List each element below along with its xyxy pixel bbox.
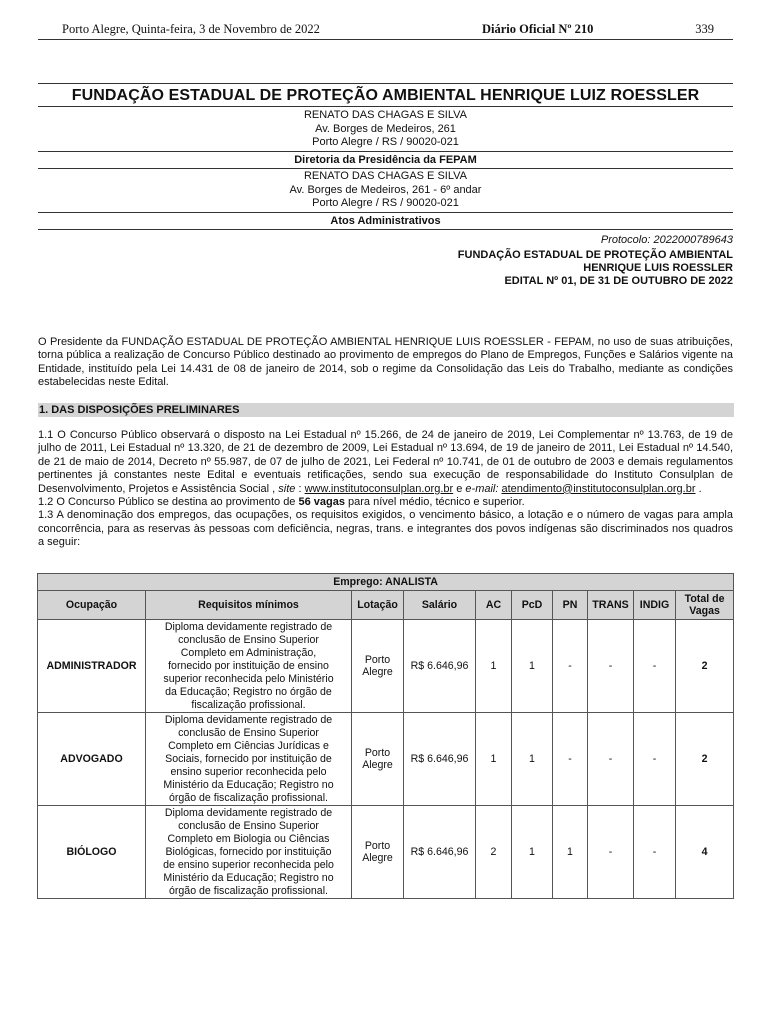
cell-salario: R$ 6.646,96 <box>404 713 476 806</box>
cell-pcd: 1 <box>512 713 553 806</box>
cell-ac: 2 <box>476 806 512 899</box>
org-name: RENATO DAS CHAGAS E SILVA <box>303 109 467 121</box>
lotacao-line: Porto <box>364 840 391 852</box>
col-total <box>676 591 734 620</box>
org-city: Porto Alegre / RS / 90020-021 <box>312 136 459 148</box>
req-line: Completo em Administração, <box>180 646 317 659</box>
req-line: ensino superior reconhecida pelo <box>170 765 327 778</box>
cell-total: 4 <box>676 806 734 899</box>
req-line: da Educação; Registro no órgão de <box>165 685 332 698</box>
cell-pn: - <box>553 713 588 806</box>
req-line: Diploma devidamente registrado de <box>164 620 333 633</box>
email-link[interactable]: atendimento@institutoconsulplan.org.br <box>501 482 696 495</box>
section-admin-title: Atos Administrativos <box>330 215 441 227</box>
cell-requisitos <box>146 806 352 899</box>
cell-indig: - <box>634 620 676 713</box>
cell-pcd: 1 <box>512 806 553 899</box>
req-line: Completo em Ciências Jurídicas e <box>168 739 329 752</box>
section-1-title: 1. DAS DISPOSIÇÕES PRELIMINARES <box>38 403 734 417</box>
req-line: fornecido por instituição de ensino <box>168 659 329 672</box>
col-ac: AC <box>476 591 512 620</box>
cell-total: 2 <box>676 713 734 806</box>
req-line: fiscalização profissional. <box>191 698 306 711</box>
req-line: de ensino superior reconhecida pelo <box>163 858 334 871</box>
admin-bottom-rule <box>38 229 733 230</box>
item-1-2 <box>38 496 733 509</box>
lotacao-line: Alegre <box>362 852 393 864</box>
req-line: órgão de fiscalização profissional. <box>169 884 328 897</box>
cell-indig: - <box>634 806 676 899</box>
protocol-number: Protocolo: 2022000789643 <box>600 234 733 246</box>
cell-trans: - <box>588 620 634 713</box>
edital-heading <box>458 249 733 288</box>
col-indig: INDIG <box>634 591 676 620</box>
cell-lotacao <box>352 713 404 806</box>
table-row <box>38 806 734 899</box>
cell-salario: R$ 6.646,96 <box>404 620 476 713</box>
directorate-title: Diretoria da Presidência da FEPAM <box>294 154 477 166</box>
col-pcd: PcD <box>512 591 553 620</box>
req-line: Ministério da Educação; Registro no <box>163 871 334 884</box>
cell-requisitos <box>146 620 352 713</box>
directorate-street: Av. Borges de Medeiros, 261 - 6º andar <box>289 183 482 196</box>
item-1-1-end: . <box>695 482 702 495</box>
header-journal: Diário Oficial Nº 210 <box>482 22 594 36</box>
cell-requisitos <box>146 713 352 806</box>
directorate-address-block <box>38 170 733 211</box>
table-row <box>38 620 734 713</box>
item-1-1-text: 1.1 O Concurso Público observará o disposto na Lei Estadual nº 15.266, de 24 de janeiro de 2019, Lei Complementar nº 13.763, de 19 de julho de 2011, Lei Estadual nº 13.320, de 21 de dezembro de 2009, Lei Estadual nº 13.694, de 19 de janeiro de 2011, Lei Estadual nº 14.540, de 21 de maio de 2014, Decreto nº 55.987, de 07 de julho de 2021, Lei Federal nº 10.741, de 01 de outubro de 2003 e demais regulamentos pertinentes já constantes neste Edital e eventuais retificações, sendo sua execução de responsabilidade do Instituto Consulplan de Desenvolvimento, Projetos e Assistência Social , <box>38 429 733 495</box>
directorate-name: RENATO DAS CHAGAS E SILVA <box>303 170 467 182</box>
email-label: e-mail: <box>465 482 499 495</box>
directorate-city: Porto Alegre / RS / 90020-021 <box>312 197 459 209</box>
section-1-body <box>38 429 733 550</box>
directorate-bottom-rule <box>38 168 733 169</box>
req-line: conclusão de Ensino Superior <box>178 819 319 832</box>
cell-ac: 1 <box>476 620 512 713</box>
intro-text: O Presidente da FUNDAÇÃO ESTADUAL DE PROTEÇÃO AMBIENTAL HENRIQUE LUIS ROESSLER - FEPAM, no uso de suas atribuições, torna pública a realização de Concurso Público destinado ao provimento de empregos do Plano de Empregos, Funções e Salários vigente na Entidade, instituído pela Lei 14.431 de 08 de janeiro de 2014, sob o regime da Consolidação das Leis do Trabalho, mediante as condições estabelecidas neste Edital. <box>38 336 733 389</box>
item-1-1-and: e <box>453 482 463 495</box>
admin-top-rule <box>38 212 733 213</box>
cell-pcd: 1 <box>512 620 553 713</box>
cell-pn: - <box>553 620 588 713</box>
lotacao-line: Porto <box>364 747 391 759</box>
item-1-2-vacancies: 56 vagas <box>298 496 345 509</box>
item-1-3: 1.3 A denominação dos empregos, das ocupações, os requisitos exigidos, o vencimento básico, a lotação e o número de vagas para ampla concorrência, para as reservas às pessoas com deficiência, negras, trans. e integrantes dos povos indígenas são discriminados nos quadros a seguir: <box>38 509 733 549</box>
vacancy-table <box>37 573 734 899</box>
cell-total: 2 <box>676 620 734 713</box>
col-salario: Salário <box>404 591 476 620</box>
req-line: órgão de fiscalização profissional. <box>169 791 328 804</box>
cell-indig: - <box>634 713 676 806</box>
col-total-line1: Total de <box>684 593 725 605</box>
page-header <box>62 22 714 38</box>
cell-pn: 1 <box>553 806 588 899</box>
cell-lotacao <box>352 806 404 899</box>
lotacao-line: Alegre <box>362 759 393 771</box>
req-line: Ministério da Educação; Registro no <box>163 778 334 791</box>
req-line: Diploma devidamente registrado de <box>164 713 333 726</box>
title-top-rule <box>38 83 733 84</box>
lotacao-line: Porto <box>364 654 391 666</box>
col-lotacao: Lotação <box>352 591 404 620</box>
item-1-1 <box>38 429 733 496</box>
cell-trans: - <box>588 713 634 806</box>
req-line: superior reconhecida pelo Ministério <box>163 672 334 685</box>
col-pn: PN <box>553 591 588 620</box>
col-ocupacao: Ocupação <box>38 591 146 620</box>
col-trans: TRANS <box>588 591 634 620</box>
cell-salario: R$ 6.646,96 <box>404 806 476 899</box>
table-caption: Emprego: ANALISTA <box>38 574 734 591</box>
intro-paragraph <box>38 336 733 390</box>
edital-org-line2: HENRIQUE LUIS ROESSLER <box>583 262 733 274</box>
col-total-line2: Vagas <box>689 605 720 617</box>
header-divider <box>38 39 733 40</box>
req-line: conclusão de Ensino Superior <box>178 726 319 739</box>
site-separator: : <box>295 482 305 495</box>
header-place-date: Porto Alegre, Quinta-feira, 3 de Novembro de 2022 <box>62 22 320 36</box>
cell-ocupacao: ADMINISTRADOR <box>38 620 146 713</box>
title-bottom-rule <box>38 106 733 107</box>
cell-ac: 1 <box>476 713 512 806</box>
cell-lotacao <box>352 620 404 713</box>
req-line: Sociais, fornecido por instituição de <box>165 752 332 765</box>
org-street: Av. Borges de Medeiros, 261 <box>315 122 456 135</box>
req-line: Biológicas, fornecido por instituição <box>165 845 332 858</box>
req-line: Completo em Biologia ou Ciências <box>167 832 330 845</box>
col-requisitos: Requisitos mínimos <box>146 591 352 620</box>
site-label: site <box>278 482 296 495</box>
cell-ocupacao: ADVOGADO <box>38 713 146 806</box>
edital-number: EDITAL Nº 01, DE 31 DE OUTUBRO DE 2022 <box>504 275 733 287</box>
req-line: conclusão de Ensino Superior <box>178 633 319 646</box>
org-title: FUNDAÇÃO ESTADUAL DE PROTEÇÃO AMBIENTAL HENRIQUE LUIZ ROESSLER <box>71 87 700 104</box>
edital-org-line1: FUNDAÇÃO ESTADUAL DE PROTEÇÃO AMBIENTAL <box>457 249 733 261</box>
lotacao-line: Alegre <box>362 666 393 678</box>
header-page-number: 339 <box>695 22 714 36</box>
cell-trans: - <box>588 806 634 899</box>
item-1-2-after: para nível médio, técnico e superior. <box>344 496 525 509</box>
table-row <box>38 713 734 806</box>
org-address-block <box>38 109 733 150</box>
req-line: Diploma devidamente registrado de <box>164 806 333 819</box>
table-header-row <box>38 591 734 620</box>
item-1-2-before: 1.2 O Concurso Público se destina ao provimento de <box>38 496 299 509</box>
site-link[interactable]: www.institutoconsulplan.org.br <box>304 482 454 495</box>
directorate-top-rule <box>38 151 733 152</box>
cell-ocupacao: BIÓLOGO <box>38 806 146 899</box>
